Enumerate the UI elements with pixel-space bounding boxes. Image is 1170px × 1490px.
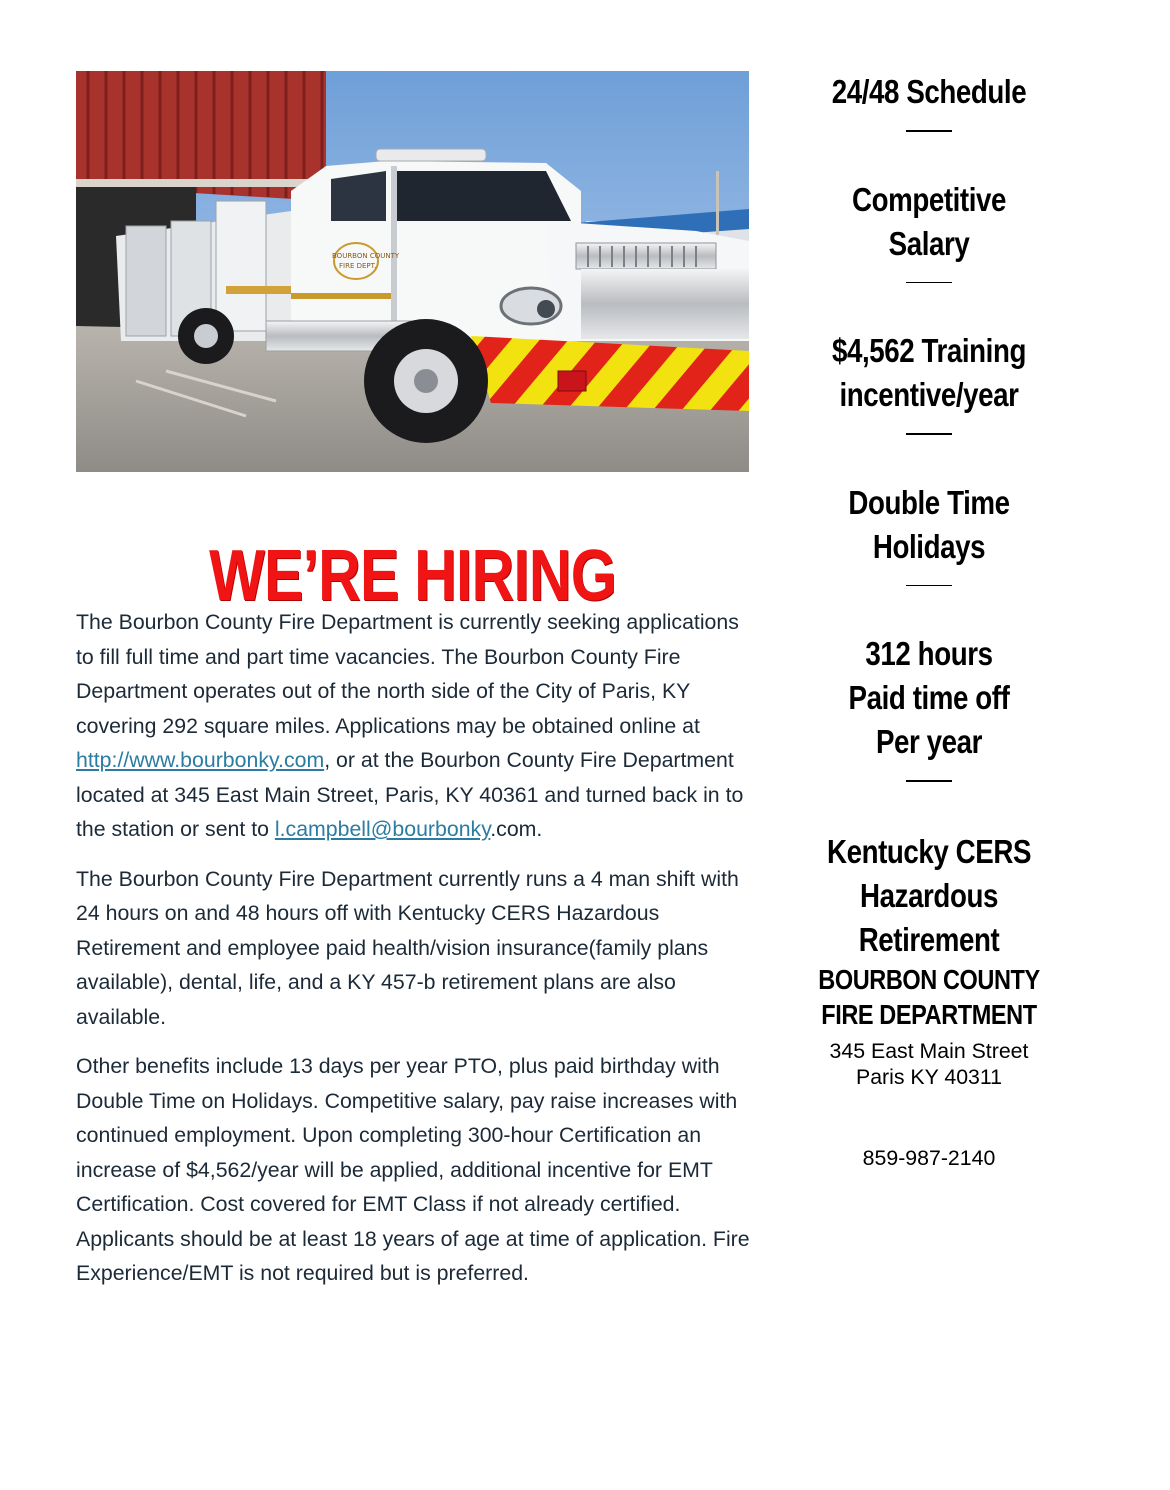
- fire-truck-photo: [76, 71, 749, 472]
- email-link[interactable]: l.campbell@bourbonky: [274, 817, 491, 841]
- door-lettering-line1: BOURBON COUNTY: [332, 252, 400, 260]
- paragraph-shift-info: The Bourbon County Fire Department currently runs a 4 man shift with 24 hours on and 48 hours off with Kentucky CERS Hazardous Retirement and employee paid health/vision insurance(family plans available), dental, life, and a KY 457-b retirement plans are also available.: [76, 866, 739, 1029]
- divider: [906, 780, 952, 782]
- address-street: 345 East Main Street: [829, 1038, 1029, 1063]
- p1-end: .com.: [490, 817, 543, 841]
- p1-middle: , or at the Bourbon County Fire Department located at 345 East Main Street, Paris, KY 40361 and turned back in to the station or sent to: [76, 748, 744, 841]
- benefit-training-incentive: $4,562 Training incentive/year: [831, 332, 1026, 413]
- benefit-pto: 312 hours Paid time off Per year: [848, 635, 1010, 760]
- paragraph-application-info: [76, 605, 756, 847]
- organization-name: BOURBON COUNTY FIRE DEPARTMENT: [818, 963, 1040, 1030]
- benefits-sidebar: [778, 70, 1080, 1171]
- divider: [906, 433, 952, 435]
- p1-intro: The Bourbon County Fire Department is currently seeking applications to fill full time and part time vacancies. The Bourbon County Fire Department operates out of the north side of the City of Paris, KY covering 292 square miles. Applications may be obtained online at: [76, 610, 739, 738]
- door-lettering-line2: FIRE DEPT.: [339, 262, 377, 270]
- address-city: Paris KY 40311: [855, 1064, 1003, 1089]
- website-link[interactable]: http://www.bourbonky.com: [76, 748, 325, 772]
- hiring-heading: WE’RE HIRING: [209, 536, 616, 616]
- paragraph-benefits-info: Other benefits include 13 days per year PTO, plus paid birthday with Double Time on Holidays. Competitive salary, pay raise increases with continued employment. Upon completing 300-hour Certification an increase of $4,562/year will be applied, additional incentive for EMT Certification. Cost covered for EMT Class if not already certified. Applicants should be at least 18 years of age at time of application. Fire Experience/EMT is not required but is preferred.: [76, 1054, 750, 1285]
- benefit-salary: Competitive Salary: [851, 180, 1007, 262]
- benefit-holidays: Double Time Holidays: [848, 483, 1010, 565]
- benefit-schedule: 24/48 Schedule: [831, 73, 1027, 110]
- divider: [906, 130, 952, 132]
- divider: [906, 585, 952, 587]
- phone-number: 859-987-2140: [862, 1145, 996, 1170]
- body-text: [76, 605, 756, 1306]
- benefit-retirement: Kentucky CERS Hazardous Retirement: [826, 832, 1032, 958]
- divider: [906, 282, 952, 284]
